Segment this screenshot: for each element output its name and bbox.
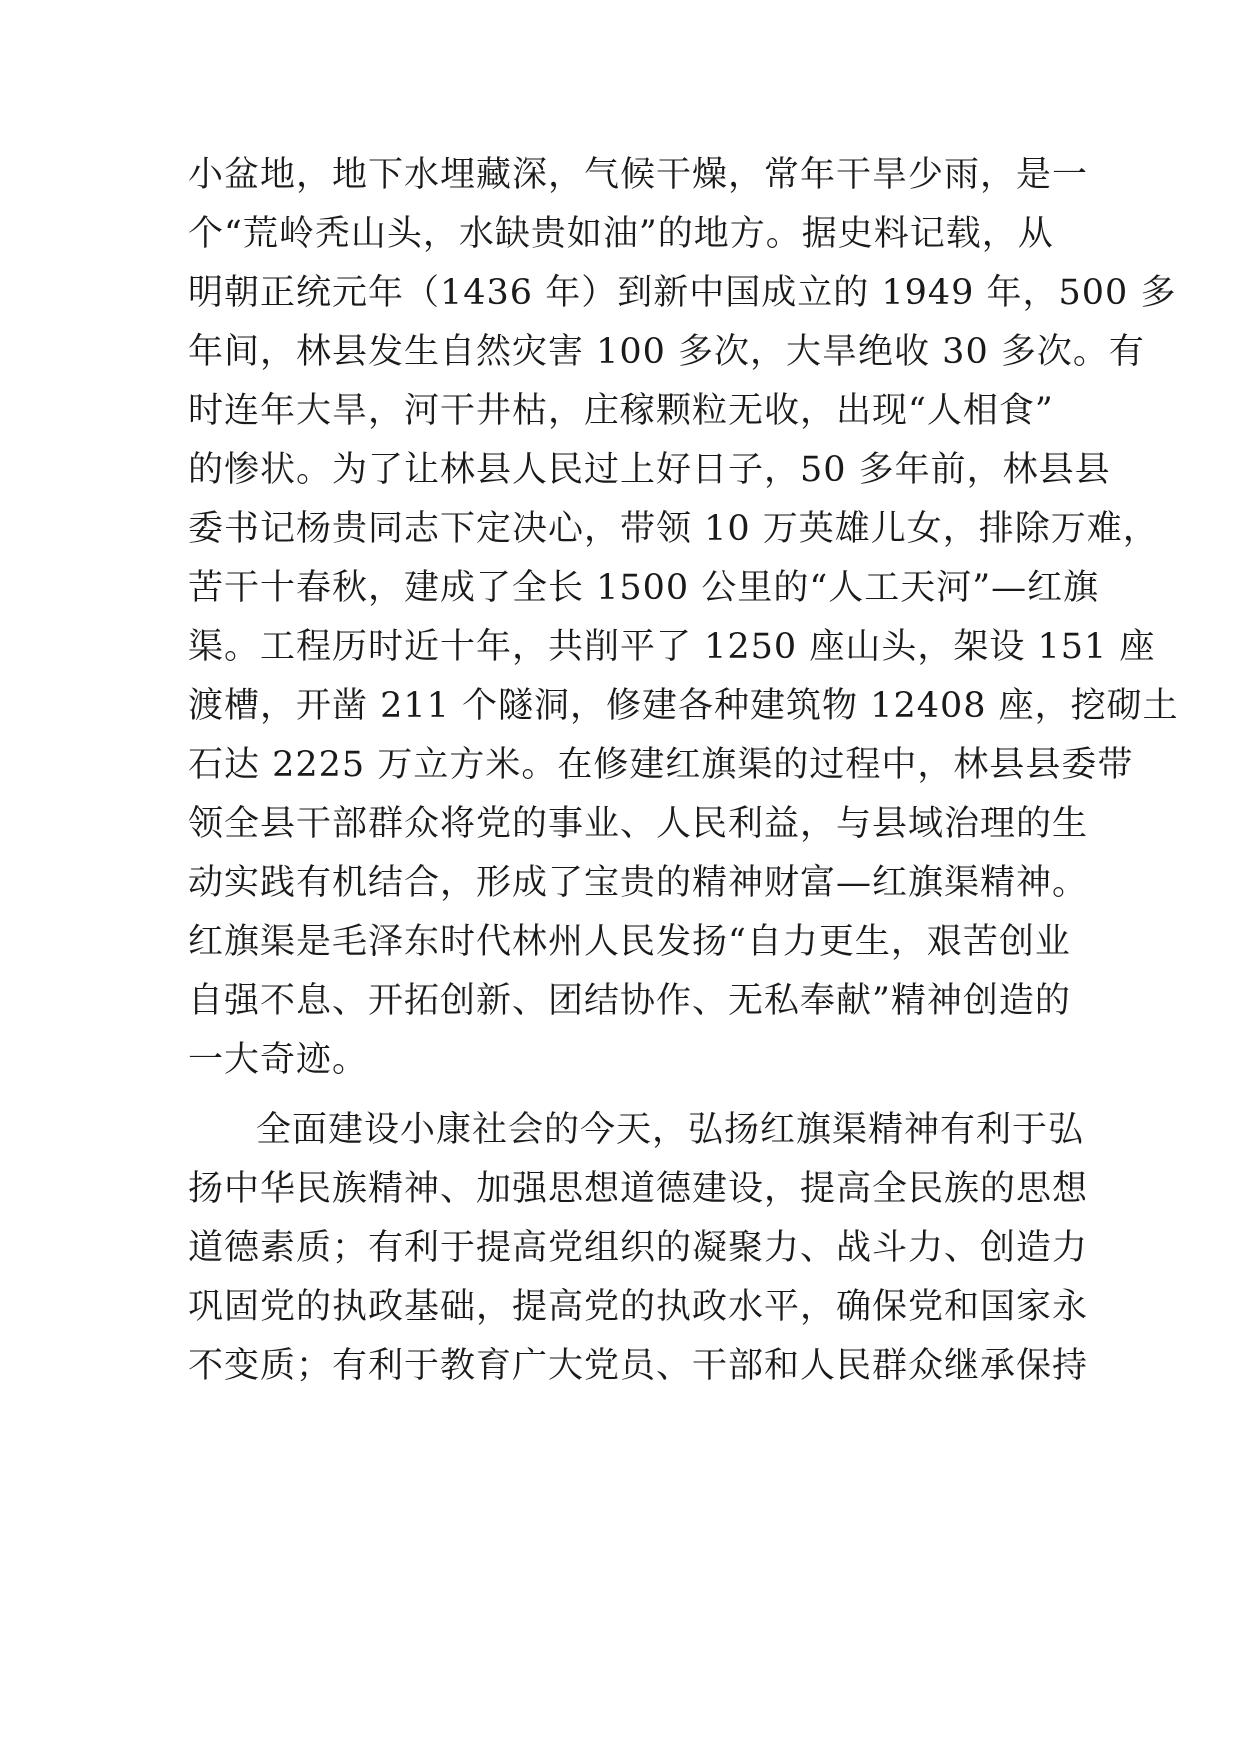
text-line: 自强不息、开拓创新、团结协作、无私奉献”精神创造的 — [188, 981, 1071, 1021]
text-line: 的惨状。为了让林县人民过上好日子，50 多年前，林县县 — [188, 450, 1111, 490]
text-line: 时连年大旱，河干井枯，庄稼颗粒无收，出现“人相食” — [188, 391, 1054, 431]
text-line: 明朝正统元年（1436 年）到新中国成立的 1949 年，500 多 — [188, 273, 1177, 313]
text-line: 苦干十春秋，建成了全长 1500 公里的“人工天河”—红旗 — [188, 568, 1100, 608]
text-line: 道德素质；有利于提高党组织的凝聚力、战斗力、创造力 — [188, 1228, 1089, 1268]
text-line: 渠。工程历时近十年，共削平了 1250 座山头，架设 151 座 — [188, 627, 1156, 667]
text-line: 扬中华民族精神、加强思想道德建设，提高全民族的思想 — [188, 1169, 1089, 1209]
text-line: 个“荒岭秃山头，水缺贵如油”的地方。据史料记载，从 — [188, 214, 1054, 254]
text-line: 一大奇迹。 — [188, 1040, 369, 1080]
text-line: 动实践有机结合，形成了宝贵的精神财富—红旗渠精神。 — [188, 863, 1089, 903]
text-line: 领全县干部群众将党的事业、人民利益，与县域治理的生 — [188, 804, 1089, 844]
text-line: 巩固党的执政基础，提高党的执政水平，确保党和国家永 — [188, 1287, 1089, 1327]
text-line: 小盆地，地下水埋藏深，气候干燥，常年干旱少雨，是一 — [188, 155, 1089, 195]
text-line: 渡槽，开凿 211 个隧洞，修建各种建筑物 12408 座，挖砌土 — [188, 686, 1179, 726]
text-line: 不变质；有利于教育广大党员、干部和人民群众继承保持 — [188, 1346, 1089, 1386]
text-line: 红旗渠是毛泽东时代林州人民发扬“自力更生，艰苦创业 — [188, 922, 1071, 962]
text-line: 石达 2225 万立方米。在修建红旗渠的过程中，林县县委带 — [188, 745, 1134, 785]
text-line: 年间，林县发生自然灾害 100 多次，大旱绝收 30 多次。有 — [188, 332, 1145, 372]
text-line-indented: 全面建设小康社会的今天，弘扬红旗渠精神有利于弘 — [256, 1110, 1085, 1150]
text-line: 委书记杨贵同志下定决心，带领 10 万英雄儿女，排除万难， — [188, 509, 1159, 549]
